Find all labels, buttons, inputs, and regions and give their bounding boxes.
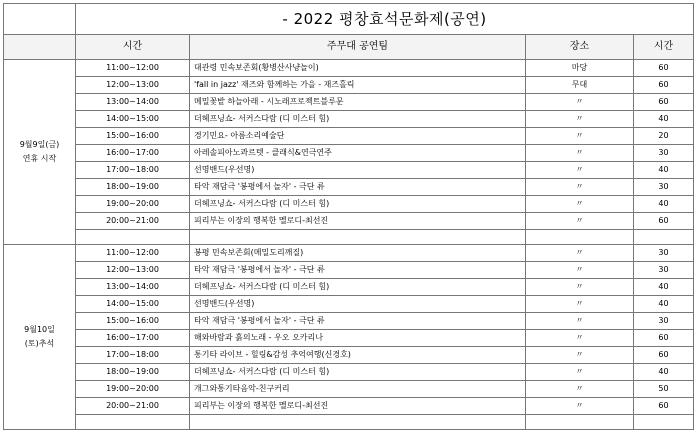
- duration-cell: 40: [634, 196, 694, 213]
- duration-cell: 30: [634, 245, 694, 262]
- place-cell: 〃: [526, 179, 634, 196]
- place-cell: 〃: [526, 347, 634, 364]
- schedule-row: [4, 313, 694, 330]
- schedule-row: [4, 60, 694, 77]
- duration-cell: 60: [634, 213, 694, 230]
- duration-cell: 50: [634, 381, 694, 398]
- program-cell: 타악 재담극 '봉평에서 놀자' - 극단 류: [190, 179, 526, 196]
- duration-cell: 40: [634, 279, 694, 296]
- schedule-row: [4, 94, 694, 111]
- blank-cell: [634, 415, 694, 430]
- header-time: 시간: [76, 35, 190, 60]
- schedule-row: [4, 128, 694, 145]
- schedule-row: [4, 145, 694, 162]
- schedule-row: [4, 213, 694, 230]
- program-cell: 봉평 민속보존회(메밀도리깨질): [190, 245, 526, 262]
- program-cell: 피리부는 이장의 행복한 멜로디-최선진: [190, 398, 526, 415]
- time-cell: 11:00~12:00: [76, 245, 190, 262]
- place-cell: 〃: [526, 94, 634, 111]
- program-cell: 메밀꽃밭 하늘아래 - 시노래프로젝트블루문: [190, 94, 526, 111]
- place-cell: 〃: [526, 398, 634, 415]
- program-cell: 개그와통기타음악-친구커리: [190, 381, 526, 398]
- place-cell: 〃: [526, 245, 634, 262]
- duration-cell: 40: [634, 162, 694, 179]
- blank-cell: [526, 415, 634, 430]
- program-cell: 아레솔피아노콰르텟 - 클래식&연극연주: [190, 145, 526, 162]
- place-cell: 〃: [526, 330, 634, 347]
- program-cell: 대관령 민속보존회(황병산사냥놀이): [190, 60, 526, 77]
- time-cell: 13:00~14:00: [76, 279, 190, 296]
- duration-cell: 30: [634, 313, 694, 330]
- program-cell: 선명밴드(우선명): [190, 162, 526, 179]
- title-left-blank: [4, 4, 76, 35]
- duration-cell: 20: [634, 128, 694, 145]
- duration-cell: 30: [634, 179, 694, 196]
- duration-cell: 30: [634, 145, 694, 162]
- schedule-row: [4, 162, 694, 179]
- title-row: [4, 4, 694, 35]
- header-duration: 시간: [634, 35, 694, 60]
- day-label-line: 9월10일: [24, 325, 55, 334]
- schedule-row: [4, 347, 694, 364]
- time-cell: 17:00~18:00: [76, 162, 190, 179]
- time-cell: 16:00~17:00: [76, 330, 190, 347]
- program-cell: 해와바람과 흙의노래 - 우오 오카리나: [190, 330, 526, 347]
- program-cell: 더헤프닝쇼- 서커스다람 (디 미스터 힘): [190, 196, 526, 213]
- header-place: 장소: [526, 35, 634, 60]
- blank-cell: [634, 230, 694, 245]
- schedule-row: [4, 398, 694, 415]
- duration-cell: 60: [634, 347, 694, 364]
- schedule-row: [4, 179, 694, 196]
- program-cell: 타악 재담극 '봉평에서 놀자' - 극단 류: [190, 262, 526, 279]
- schedule-row: [4, 364, 694, 381]
- duration-cell: 40: [634, 364, 694, 381]
- time-cell: 14:00~15:00: [76, 111, 190, 128]
- place-cell: 〃: [526, 296, 634, 313]
- day-label-line: 9월9일(금): [19, 140, 60, 149]
- schedule-row: [4, 77, 694, 94]
- duration-cell: 40: [634, 296, 694, 313]
- blank-cell: [190, 230, 526, 245]
- schedule-row: [4, 296, 694, 313]
- header-program: 주무대 공연팀: [190, 35, 526, 60]
- schedule-row: [4, 196, 694, 213]
- time-cell: 11:00~12:00: [76, 60, 190, 77]
- time-cell: 19:00~20:00: [76, 381, 190, 398]
- schedule-row: [4, 111, 694, 128]
- schedule-row: [4, 279, 694, 296]
- document-title: - 2022 평창효석문화제(공연): [76, 4, 694, 35]
- day-label: [4, 245, 76, 430]
- blank-cell: [76, 230, 190, 245]
- duration-cell: 60: [634, 94, 694, 111]
- header-row: [4, 35, 694, 60]
- separator-row: [4, 415, 694, 430]
- time-cell: 15:00~16:00: [76, 313, 190, 330]
- day-label: [4, 60, 76, 245]
- day-label-line: (토)추석: [24, 339, 55, 348]
- place-cell: 〃: [526, 162, 634, 179]
- schedule-row: [4, 330, 694, 347]
- time-cell: 19:00~20:00: [76, 196, 190, 213]
- time-cell: 16:00~17:00: [76, 145, 190, 162]
- place-cell: 〃: [526, 213, 634, 230]
- program-cell: 선명밴드(우선명): [190, 296, 526, 313]
- program-cell: 'fall in jazz' 재즈와 함께하는 가을 - 재즈홀릭: [190, 77, 526, 94]
- duration-cell: 40: [634, 111, 694, 128]
- schedule-row: [4, 381, 694, 398]
- time-cell: 17:00~18:00: [76, 347, 190, 364]
- program-cell: 더헤프닝쇼- 서커스다람 (디 미스터 힘): [190, 364, 526, 381]
- blank-cell: [76, 415, 190, 430]
- program-cell: 통기타 라이브 - 힐링&감성 추억여행(신경호): [190, 347, 526, 364]
- day-label-line: 연휴 시작: [22, 154, 57, 163]
- blank-cell: [526, 230, 634, 245]
- place-cell: 〃: [526, 381, 634, 398]
- time-cell: 20:00~21:00: [76, 398, 190, 415]
- time-cell: 20:00~21:00: [76, 213, 190, 230]
- duration-cell: 30: [634, 262, 694, 279]
- place-cell: 〃: [526, 111, 634, 128]
- program-cell: 더헤프닝쇼- 서커스다람 (디 미스터 힘): [190, 111, 526, 128]
- duration-cell: 60: [634, 77, 694, 94]
- program-cell: 경기민요- 아름소리예술단: [190, 128, 526, 145]
- place-cell: 마당: [526, 60, 634, 77]
- place-cell: 무대: [526, 77, 634, 94]
- duration-cell: 60: [634, 330, 694, 347]
- program-cell: 타악 재담극 '봉평에서 놀자' - 극단 류: [190, 313, 526, 330]
- place-cell: 〃: [526, 364, 634, 381]
- time-cell: 15:00~16:00: [76, 128, 190, 145]
- header-day-blank: [4, 35, 76, 60]
- separator-row: [4, 230, 694, 245]
- place-cell: 〃: [526, 313, 634, 330]
- schedule-row: [4, 262, 694, 279]
- place-cell: 〃: [526, 145, 634, 162]
- place-cell: 〃: [526, 128, 634, 145]
- duration-cell: 60: [634, 60, 694, 77]
- festival-schedule-table: [3, 3, 694, 430]
- program-cell: 피리부는 이장의 행복한 멜로디-최선진: [190, 213, 526, 230]
- duration-cell: 60: [634, 398, 694, 415]
- time-cell: 12:00~13:00: [76, 262, 190, 279]
- time-cell: 18:00~19:00: [76, 179, 190, 196]
- place-cell: 〃: [526, 279, 634, 296]
- time-cell: 18:00~19:00: [76, 364, 190, 381]
- time-cell: 13:00~14:00: [76, 94, 190, 111]
- time-cell: 14:00~15:00: [76, 296, 190, 313]
- place-cell: 〃: [526, 196, 634, 213]
- time-cell: 12:00~13:00: [76, 77, 190, 94]
- blank-cell: [190, 415, 526, 430]
- place-cell: 〃: [526, 262, 634, 279]
- program-cell: 더헤프닝쇼- 서커스다람 (디 미스터 힘): [190, 279, 526, 296]
- schedule-row: [4, 245, 694, 262]
